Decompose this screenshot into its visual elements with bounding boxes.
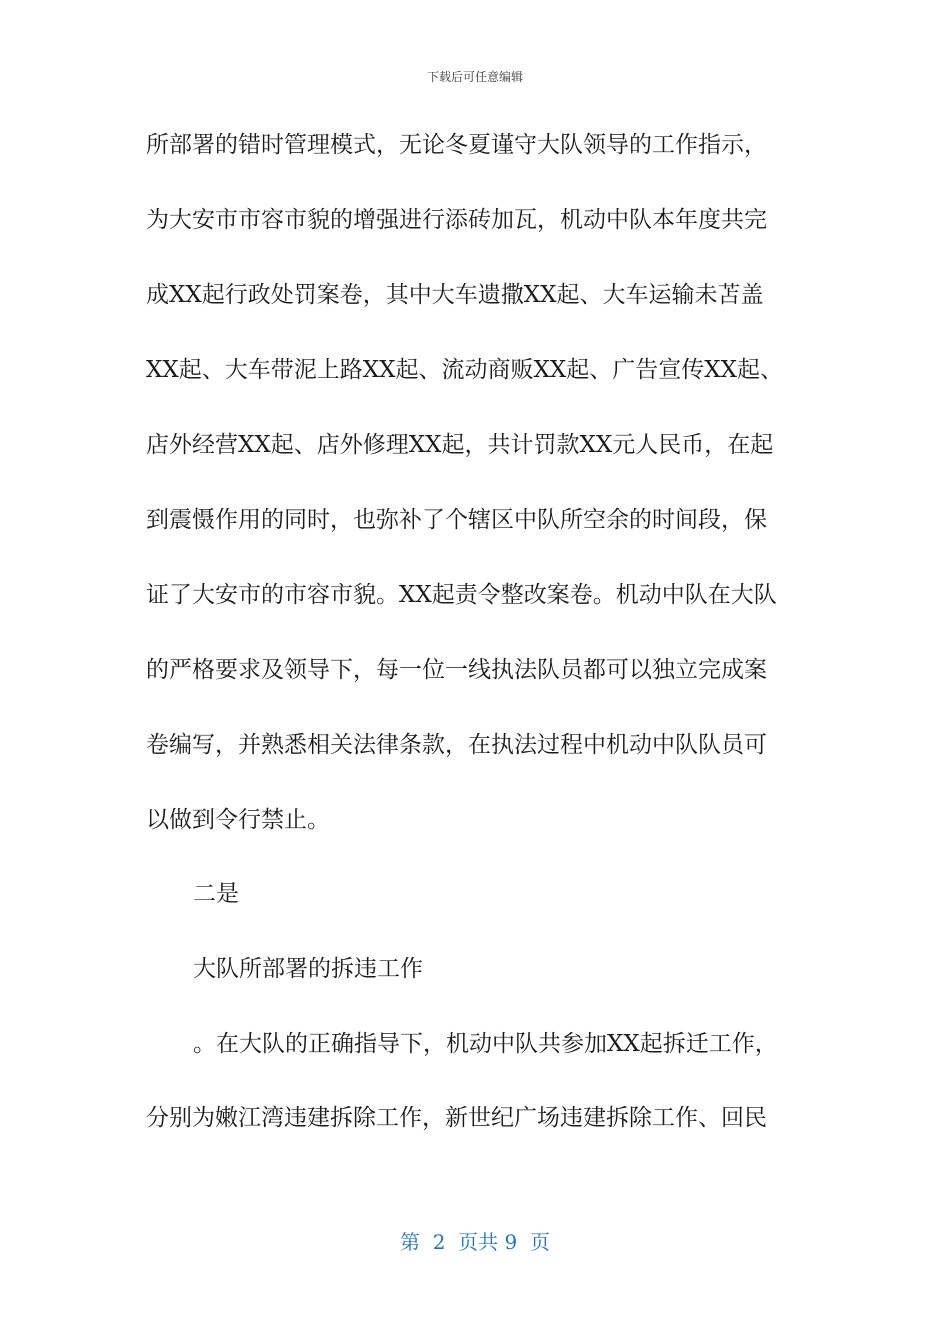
body-line: XX起、大车带泥上路XX起、流动商贩XX起、广告宣传XX起、 [146, 357, 783, 383]
body-line: 到震慑作用的同时，也弥补了个辖区中队所空余的时间段，保 [146, 507, 767, 533]
section-label: 二是 [193, 881, 239, 907]
body-line: 卷编写，并熟悉相关法律条款，在执法过程中机动中队队员可 [146, 732, 767, 758]
body-line: 为大安市市容市貌的增强进行添砖加瓦，机动中队本年度共完 [146, 207, 767, 233]
body-line: 成XX起行政处罚案卷，其中大车遗撒XX起、大车运输未苫盖 [146, 282, 764, 308]
body-line: 分别为嫩江湾违建拆除工作，新世纪广场违建拆除工作、回民 [146, 1105, 767, 1131]
body-line: 。在大队的正确指导下，机动中队共参加XX起拆迁工作， [193, 1031, 778, 1057]
body-line: 以做到令行禁止。 [146, 807, 330, 833]
section-heading: 大队所部署的拆违工作 [193, 956, 423, 982]
body-line: 店外经营XX起、店外修理XX起，共计罚款XX元人民币，在起 [146, 432, 774, 458]
body-line: 证了大安市的市容市貌。XX起责令整改案卷。机动中队在大队 [146, 582, 777, 608]
body-line: 的严格要求及领导下，每一位一线执法队员都可以独立完成案 [146, 657, 767, 683]
body-line: 所部署的错时管理模式，无论冬夏谨守大队领导的工作指示， [146, 132, 767, 158]
header-note: 下载后可任意编辑 [426, 70, 523, 84]
page-number: 第 2 页共 9 页 [400, 1230, 550, 1254]
